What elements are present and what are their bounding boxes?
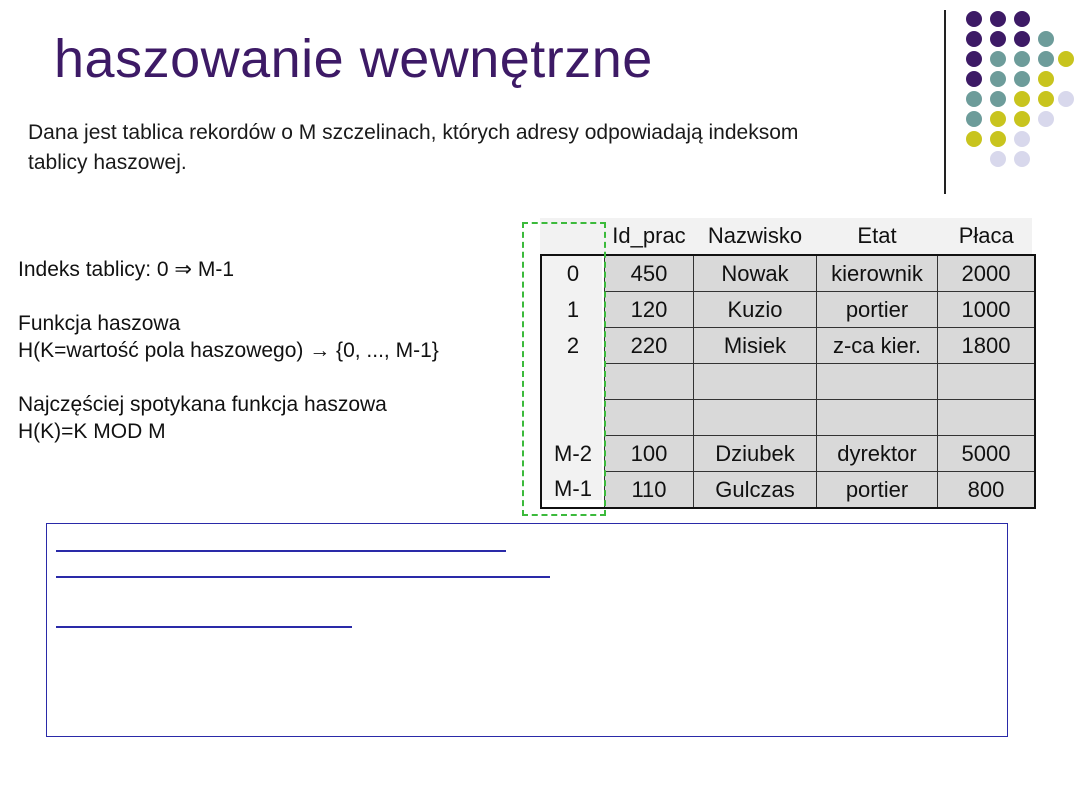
- cell-id: 100: [605, 436, 694, 472]
- cell-salary: [938, 364, 1036, 400]
- decorative-dot: [990, 71, 1006, 87]
- blank-underline: [56, 576, 550, 578]
- index-column-header: [541, 218, 605, 255]
- definitions-text: [18, 256, 439, 445]
- cell-position: portier: [817, 472, 938, 509]
- decorative-dot: [1014, 11, 1030, 27]
- cell-id: 450: [605, 255, 694, 292]
- cell-surname: Misiek: [694, 328, 817, 364]
- decorative-dot: [1058, 91, 1074, 107]
- cell-id: 120: [605, 292, 694, 328]
- hash-table: [540, 218, 1036, 509]
- cell-surname: Dziubek: [694, 436, 817, 472]
- decorative-dot: [966, 111, 982, 127]
- decorative-dot: [1014, 31, 1030, 47]
- table-row: [541, 292, 1035, 328]
- cell-id: 220: [605, 328, 694, 364]
- decorative-dot: [990, 151, 1006, 167]
- decorative-dot: [966, 91, 982, 107]
- column-header-position: Etat: [857, 223, 897, 248]
- cell-salary: 800: [938, 472, 1036, 509]
- row-index: 2: [566, 332, 580, 358]
- decorative-dot: [966, 71, 982, 87]
- decorative-dot: [990, 91, 1006, 107]
- hash-function-heading: Funkcja haszowa: [18, 312, 181, 335]
- table-row: [541, 472, 1035, 509]
- index-range-line: Indeks tablicy: 0 ⇒ M-1: [18, 258, 235, 281]
- common-hash-heading: Najczęściej spotykana funkcja haszowa: [18, 393, 387, 416]
- cell-position: z-ca kier.: [817, 328, 938, 364]
- blank-underline: [56, 550, 506, 552]
- cell-surname: Nowak: [694, 255, 817, 292]
- cell-surname: Gulczas: [694, 472, 817, 509]
- slide-title: haszowanie wewnętrzne: [54, 29, 653, 89]
- table-row: [541, 255, 1035, 292]
- row-index: 1: [566, 296, 580, 322]
- table-row: [541, 364, 1035, 400]
- table-header-row: [541, 218, 1035, 255]
- blank-underline: [56, 626, 352, 628]
- row-index: [541, 364, 605, 400]
- common-hash-definition: H(K)=K MOD M: [18, 420, 166, 443]
- decorative-dot-pattern: [0, 0, 1080, 200]
- cell-position: kierownik: [817, 255, 938, 292]
- decorative-dot: [966, 31, 982, 47]
- cell-position: portier: [817, 292, 938, 328]
- notes-box: [46, 523, 1008, 737]
- decorative-dot: [990, 131, 1006, 147]
- cell-surname: [694, 400, 817, 436]
- row-index: M-2: [554, 440, 592, 466]
- cell-id: [605, 364, 694, 400]
- cell-surname: Kuzio: [694, 292, 817, 328]
- cell-position: dyrektor: [817, 436, 938, 472]
- decorative-dot: [1014, 71, 1030, 87]
- column-header-surname: Nazwisko: [707, 223, 803, 248]
- decorative-dot: [1014, 131, 1030, 147]
- cell-salary: [938, 400, 1036, 436]
- row-index: 0: [566, 260, 580, 286]
- decorative-dot: [1014, 51, 1030, 67]
- hash-function-definition: H(K=wartość pola haszowego) → {0, ..., M-1}: [18, 339, 439, 362]
- column-header-salary: Płaca: [958, 223, 1014, 248]
- decorative-dot: [1038, 71, 1054, 87]
- cell-position: [817, 364, 938, 400]
- table-row: [541, 328, 1035, 364]
- decorative-dot: [990, 51, 1006, 67]
- decorative-dot: [1038, 111, 1054, 127]
- decorative-dot: [1014, 91, 1030, 107]
- decorative-dot: [966, 51, 982, 67]
- cell-salary: 1000: [938, 292, 1036, 328]
- cell-id: [605, 400, 694, 436]
- decorative-dot: [990, 11, 1006, 27]
- table-row: [541, 436, 1035, 472]
- row-index: M-1: [554, 476, 592, 502]
- decorative-dot: [1014, 151, 1030, 167]
- column-header-id: Id_prac: [612, 223, 686, 248]
- decorative-dot: [1038, 91, 1054, 107]
- decorative-dot: [1058, 51, 1074, 67]
- cell-surname: [694, 364, 817, 400]
- decorative-dot: [1038, 31, 1054, 47]
- decorative-dot: [990, 31, 1006, 47]
- decorative-dot: [990, 111, 1006, 127]
- decorative-dot: [1038, 51, 1054, 67]
- intro-text: Dana jest tablica rekordów o M szczelinach, których adresy odpowiadają indeksom tablicy haszowej.: [28, 121, 799, 174]
- decorative-dot: [966, 131, 982, 147]
- row-index: [541, 400, 605, 436]
- decorative-dot: [1014, 111, 1030, 127]
- cell-salary: 2000: [938, 255, 1036, 292]
- cell-salary: 5000: [938, 436, 1036, 472]
- decorative-dot: [966, 11, 982, 27]
- cell-id: 110: [605, 472, 694, 509]
- cell-position: [817, 400, 938, 436]
- table-row: [541, 400, 1035, 436]
- cell-salary: 1800: [938, 328, 1036, 364]
